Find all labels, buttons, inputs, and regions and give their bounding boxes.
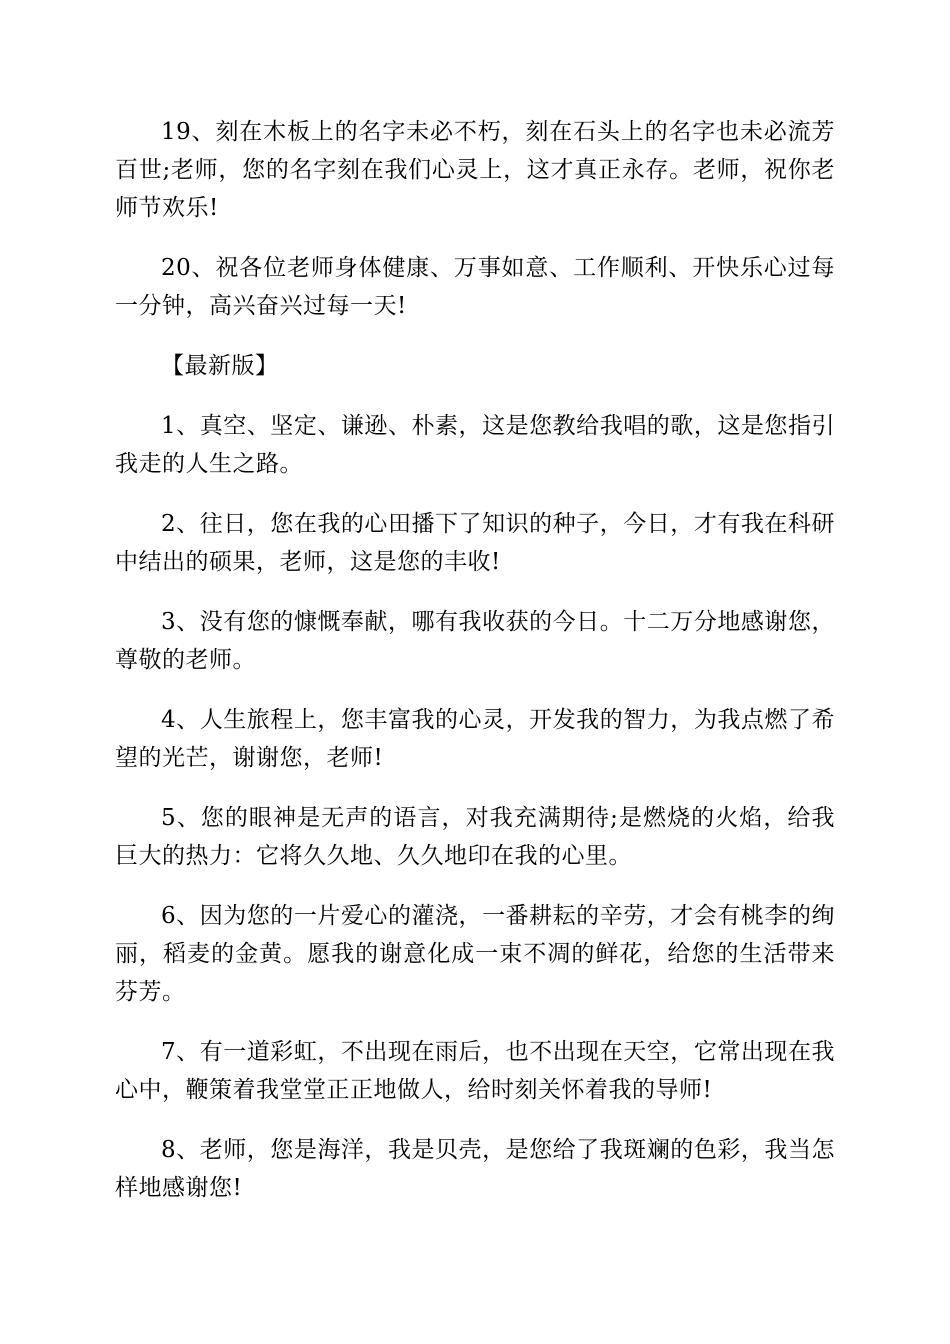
section-heading: 【最新版】	[161, 353, 279, 379]
paragraph-2: 2、往日，您在我的心田播下了知识的种子，今日，才有我在科研中结出的硕果，老师，这是您的丰收!	[115, 511, 835, 575]
paragraph-20: 20、祝各位老师身体健康、万事如意、工作顺利、开快乐心过每一分钟，高兴奋兴过每一天!	[115, 255, 835, 319]
paragraph-8: 8、老师，您是海洋，我是贝壳，是您给了我斑斓的色彩，我当怎样地感谢您!	[115, 1137, 835, 1201]
paragraph-19: 19、刻在木板上的名字未必不朽，刻在石头上的名字也未必流芳百世;老师，您的名字刻在我们心灵上，这才真正永存。老师，祝你老师节欢乐!	[115, 119, 835, 221]
paragraph-3: 3、没有您的慷慨奉献，哪有我收获的今日。十二万分地感谢您，尊敬的老师。	[115, 609, 835, 673]
document-body	[115, 113, 835, 1229]
paragraph-6: 6、因为您的一片爱心的灌浇，一番耕耘的辛劳，才会有桃李的绚丽，稻麦的金黄。愿我的谢意化成一束不凋的鲜花，给您的生活带来芬芳。	[115, 903, 835, 1005]
paragraph-5: 5、您的眼神是无声的语言，对我充满期待;是燃烧的火焰，给我巨大的热力：它将久久地、久久地印在我的心里。	[115, 805, 835, 869]
paragraph-1: 1、真空、坚定、谦逊、朴素，这是您教给我唱的歌，这是您指引我走的人生之路。	[115, 413, 835, 477]
paragraph-4: 4、人生旅程上，您丰富我的心灵，开发我的智力，为我点燃了希望的光芒，谢谢您，老师!	[115, 707, 835, 771]
paragraph-7: 7、有一道彩虹，不出现在雨后，也不出现在天空，它常出现在我心中，鞭策着我堂堂正正地做人，给时刻关怀着我的导师!	[115, 1039, 835, 1103]
